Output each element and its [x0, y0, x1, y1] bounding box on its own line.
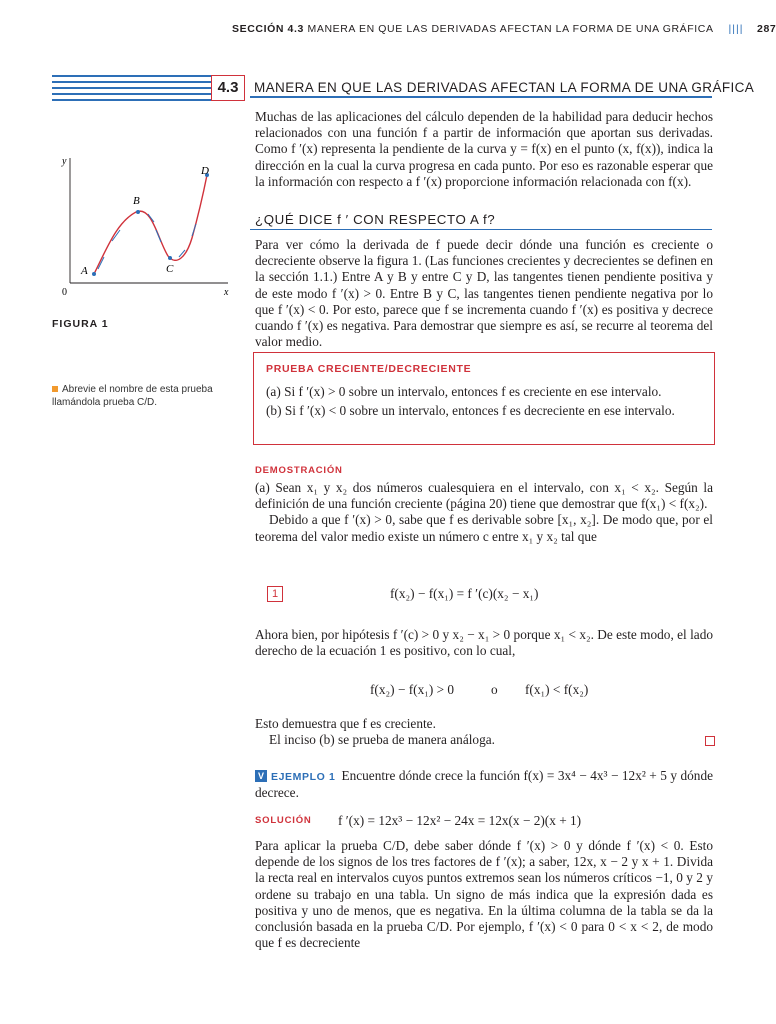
point-c-marker [168, 256, 172, 260]
point-a-label: A [81, 265, 88, 277]
figure-1-graph [52, 150, 237, 310]
intro-text: Muchas de las aplicaciones del cálculo dependen de la habilidad para deducir hechos relacionados con una función f a partir de información que aportan sus derivadas. Como f ′(x) representa la pendiente de la curva y = f(x) en el punto (x, f(x)), indica la dirección en la cual la curva progresa en cada punto. Por eso es razonable esperar que la información con respecto a f ′(x) proporcione información relacionada con f(x). [255, 109, 713, 189]
y-axis-label: y [62, 156, 67, 167]
section-number: 4.3 [211, 75, 245, 101]
qed-square-icon [705, 736, 715, 746]
proof-paragraph-1 [255, 480, 713, 545]
tangent-mark [156, 230, 161, 242]
proof-paragraph-3 [255, 627, 713, 659]
header-title: MANERA EN QUE LAS DERIVADAS AFECTAN LA FORMA DE UNA GRÁFICA [307, 23, 714, 35]
equation-2-or: o [491, 682, 498, 697]
rule-line [52, 75, 211, 77]
point-b-marker [136, 210, 140, 214]
section-title-underline [250, 96, 712, 98]
proof-paragraph-4 [255, 716, 713, 748]
point-d-label: D [201, 165, 209, 177]
rule-line [52, 99, 211, 101]
page-number: 287 [757, 23, 776, 35]
running-header [232, 23, 776, 35]
section-title: MANERA EN QUE LAS DERIVADAS AFECTAN LA FORMA DE UNA GRÁFICA [254, 80, 755, 95]
test-box-item-a: (a) Si f ′(x) > 0 sobre un intervalo, entonces f es creciente en ese intervalo. [266, 384, 662, 399]
test-box-item-b: (b) Si f ′(x) < 0 sobre un intervalo, entonces f es decreciente en ese intervalo. [266, 403, 675, 418]
proof-text-1: (a) Sean x₁ y x₂ dos números cualesquiera en el intervalo, con x₁ < x₂. Según la definición de una función creciente (página 20) tiene que demostrar que f(x₁) < f(x₂). [255, 480, 713, 512]
example-1-text-block [255, 768, 713, 801]
subsection-underline [250, 229, 712, 230]
example-label: EJEMPLO 1 [271, 771, 336, 783]
solution-label: SOLUCIÓN [255, 815, 312, 826]
rule-line [52, 87, 211, 89]
example-body-text: Para aplicar la prueba C/D, debe saber dónde f ′(x) > 0 y dónde f ′(x) < 0. Esto depende de los signos de los tres factores de f ′(x); a saber, 12x, x − 2 y x + 1. Divida la recta real en intervalos cuyos puntos extremos sean los números críticos −1, 0 y 2 y ordene su trabajo en una tabla. Un signo de más indica que la expresión dada es positiva y uno de menos, que es negativa. En la última columna de la tabla se da la conclusión basada en la prueba C/D. Por ejemplo, f ′(x) < 0 para 0 < x < 2, de modo que f es decreciente [255, 838, 713, 951]
test-box [253, 352, 715, 445]
equation-number-1: 1 [267, 586, 283, 602]
x-axis-label: x [224, 287, 229, 298]
tangent-mark [192, 224, 196, 236]
origin-label: 0 [62, 287, 67, 298]
example-1 [255, 768, 713, 801]
subsection-title: ¿QUÉ DICE f ′ CON RESPECTO A f? [255, 212, 496, 227]
intro-paragraph [255, 109, 713, 190]
proof-text-3: Ahora bien, por hipótesis f ′(c) > 0 y x₂ − x₁ > 0 porque x₁ < x₂. De este modo, el lado derecho de la ecuación 1 es positivo, con lo cual, [255, 627, 713, 659]
paragraph-2-text: Para ver cómo la derivada de f puede decir dónde una función es creciente o decreciente observe la figura 1. (Las funciones crecientes y decrecientes se definen en la sección 1.1.) Entre A y B y entre C y D, las tangentes tienen pendiente positiva y de este modo f ′(x) > 0. Entre B y C, las tangentes tienen pendiente negativa por lo que f ′(x) < 0. Por esto, parece que f se incrementa cuando f ′(x) es positiva y decrece cuando f ′(x) es negativa. Para demostrar que siempre es así, se recurre al teorema del valor medio. [255, 237, 713, 350]
rule-line [52, 81, 211, 83]
example-text: Encuentre dónde crece la función f(x) = 3x⁴ − 4x³ − 12x² + 5 y dónde decrece. [255, 768, 713, 801]
point-b-label: B [133, 195, 140, 207]
test-box-title: PRUEBA CRECIENTE/DECRECIENTE [266, 363, 472, 375]
solution-equation: f ′(x) = 12x³ − 12x² − 24x = 12x(x − 2)(x + 1) [338, 813, 582, 828]
header-section: SECCIÓN 4.3 [232, 23, 304, 35]
video-badge-icon: V [255, 770, 267, 782]
margin-note-text: Abrevie el nombre de esta prueba llamándola prueba C/D. [52, 384, 213, 408]
proof-text-2: Debido a que f ′(x) > 0, sabe que f es derivable sobre [x₁, x₂]. De modo que, por el teorema del valor medio existe un número c entre x₁ y x₂ tal que [255, 512, 713, 544]
note-bullet-icon [52, 386, 58, 392]
proof-label: DEMOSTRACIÓN [255, 465, 343, 476]
proof-text-5: El inciso (b) se prueba de manera análoga. [269, 732, 495, 748]
equation-1: f(x₂) − f(x₁) = f ′(c)(x₂ − x₁) [390, 586, 539, 601]
test-box-content [266, 383, 702, 419]
point-c-label: C [166, 263, 174, 275]
proof-text-4: Esto demuestra que f es creciente. [255, 716, 436, 731]
rule-line [52, 93, 211, 95]
example-body [255, 838, 713, 951]
equation-2-right: f(x₁) < f(x₂) [525, 682, 589, 697]
tangent-marks [98, 214, 196, 269]
header-bars: |||| [728, 23, 744, 35]
margin-note [52, 383, 232, 409]
paragraph-2 [255, 237, 713, 350]
point-a-marker [92, 272, 96, 276]
figure-1-label: FIGURA 1 [52, 318, 109, 330]
curve-f [94, 175, 207, 274]
equation-2-left: f(x₂) − f(x₁) > 0 [370, 682, 455, 697]
